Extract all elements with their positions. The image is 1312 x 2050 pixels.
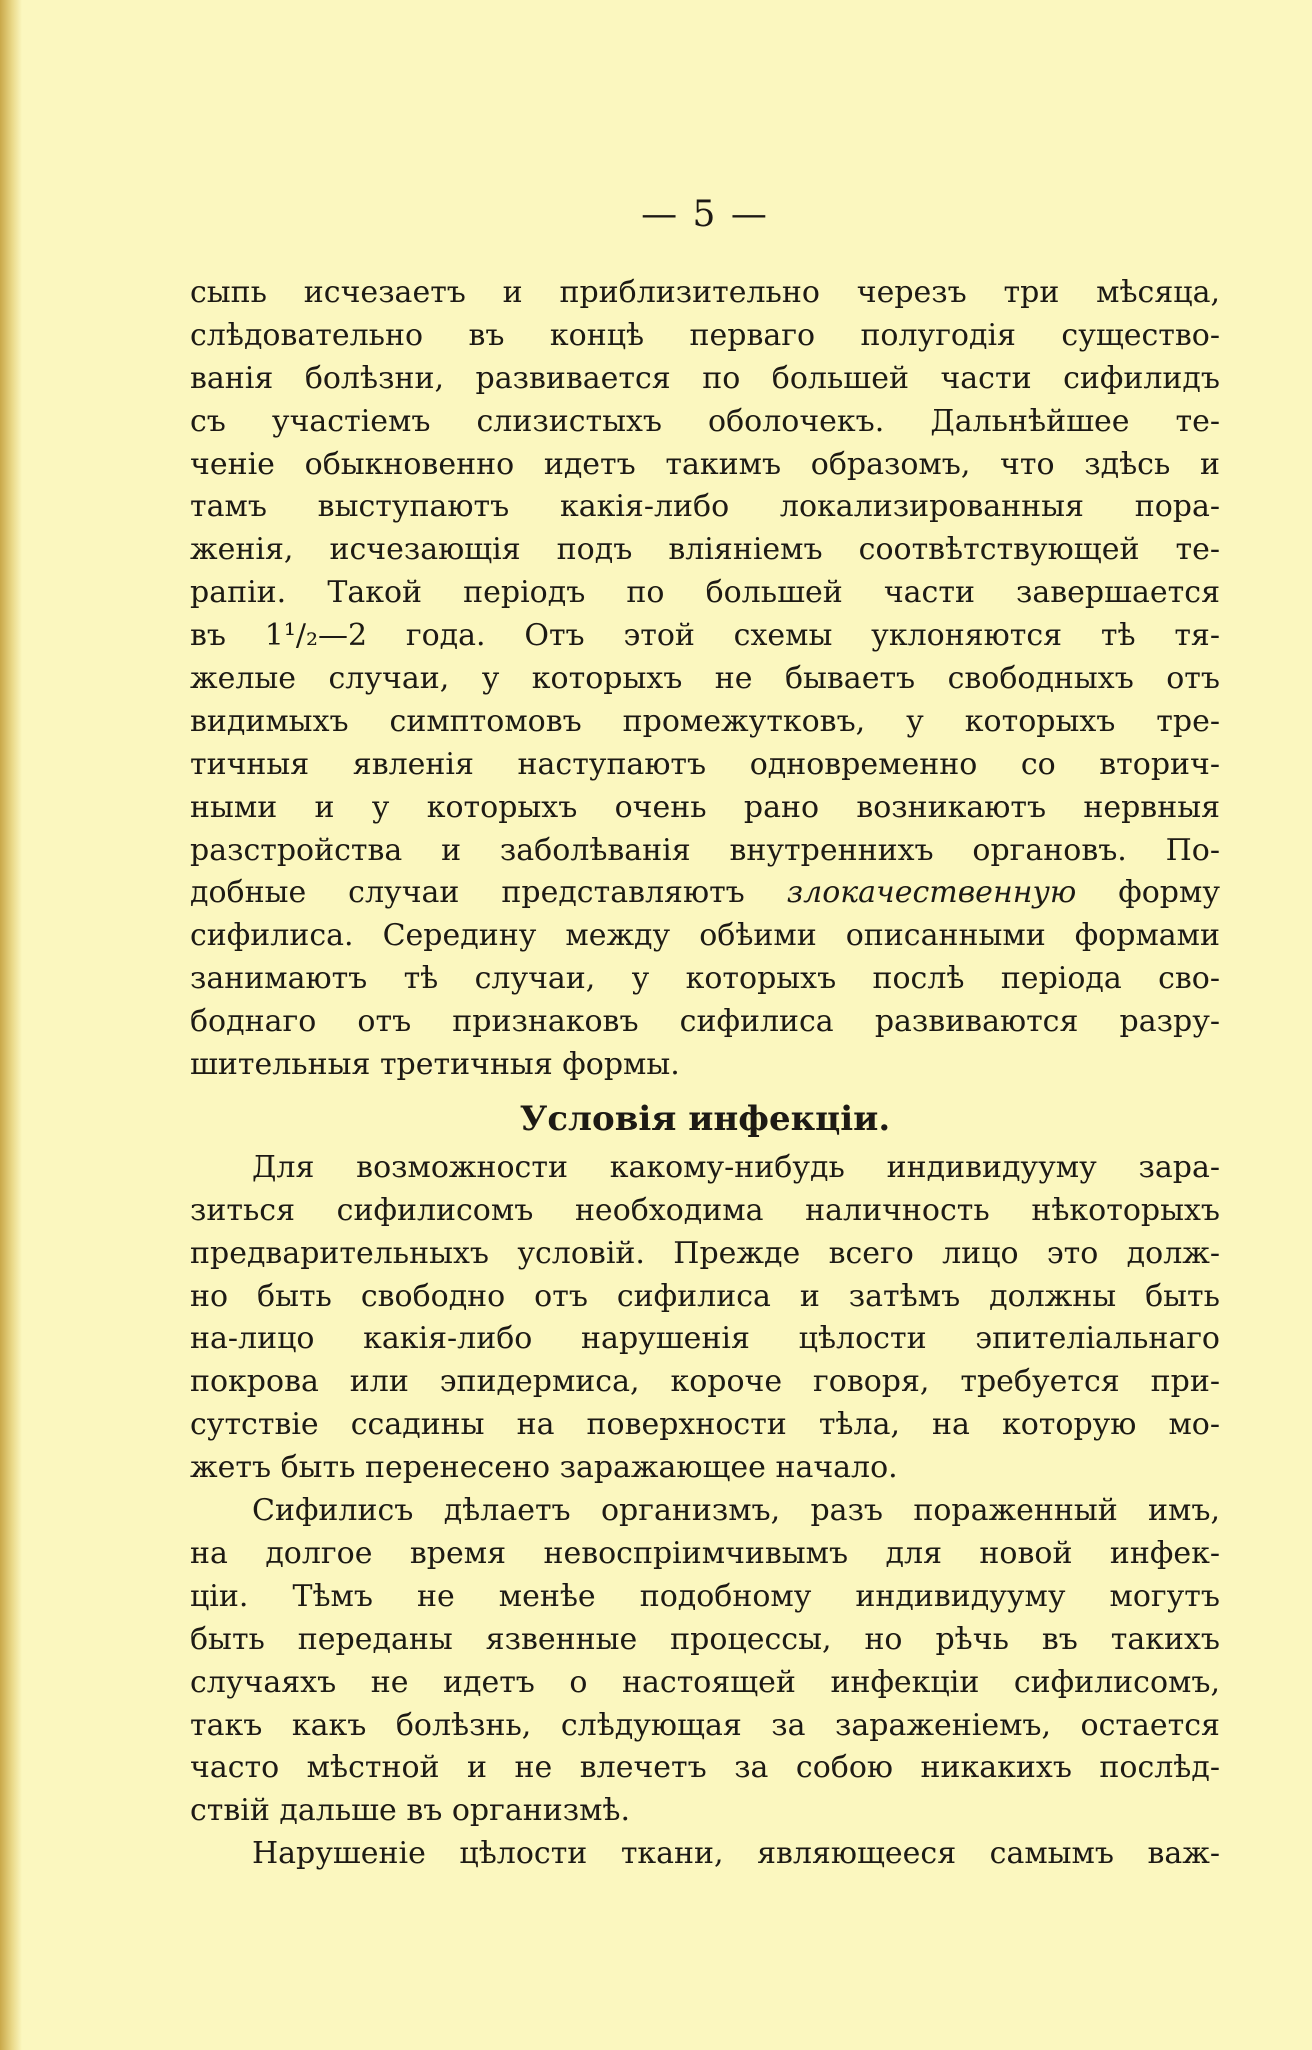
paragraph-2 [190, 1147, 1220, 1490]
text-line: женія, исчезающія подъ вліяніемъ соотвѣтствующей те- [190, 532, 1220, 568]
text-line: сифилиса. Середину между обѣими описанными формами [190, 918, 1220, 954]
text-line: въ 1¹/₂—2 года. Отъ этой схемы уклоняются тѣ тя- [190, 618, 1220, 654]
text-line: съ участіемъ слизистыхъ оболочекъ. Дальнѣйшее те- [190, 403, 1220, 439]
text-line: боднаго отъ признаковъ сифилиса развиваются разру- [190, 1004, 1220, 1040]
paragraph-3 [190, 1490, 1220, 1833]
text-line: желые случаи, у которыхъ не бываетъ свободныхъ отъ [190, 661, 1220, 697]
emphasized-term: злокачественную [786, 875, 1077, 911]
text-line: Сифилисъ дѣлаетъ организмъ, разъ пораженный имъ, [252, 1493, 1220, 1529]
text-line: но быть свободно отъ сифилиса и затѣмъ должны быть [190, 1278, 1220, 1314]
text-line: жетъ быть перенесено заражающее начало. [190, 1450, 898, 1486]
text-line: Для возможности какому-нибудь индивидууму зара- [252, 1149, 1220, 1185]
text-line: на долгое время невоспріимчивымъ для новой инфек- [190, 1535, 1220, 1571]
text-line: тамъ выступаютъ какія-либо локализированныя пора- [190, 489, 1220, 525]
document-page [190, 190, 1220, 1876]
text-line: ствій дальше въ организмѣ. [190, 1793, 631, 1829]
section-heading: Условія инфекціи. [519, 1098, 891, 1139]
text-line: занимаютъ тѣ случаи, у которыхъ послѣ періода сво- [190, 961, 1220, 997]
text-line-with-emphasis [190, 872, 1220, 915]
text-fragment: форму [1076, 875, 1220, 911]
text-line: слѣдовательно въ концѣ перваго полугодія существо- [190, 317, 1220, 353]
text-line: сутствіе ссадины на поверхности тѣла, на которую мо- [190, 1407, 1220, 1443]
text-line: случаяхъ не идетъ о настоящей инфекціи сифилисомъ, [190, 1664, 1220, 1700]
text-line: ванія болѣзни, развивается по большей части сифилидъ [190, 360, 1220, 396]
text-line: ными и у которыхъ очень рано возникаютъ нервныя [190, 789, 1220, 825]
text-line: шительныя третичныя формы. [190, 1047, 680, 1083]
text-line: ченіе обыкновенно идетъ такимъ образомъ, что здѣсь и [190, 446, 1220, 482]
paragraph-4 [190, 1833, 1220, 1876]
text-line: такъ какъ болѣзнь, слѣдующая за зараженіемъ, остается [190, 1707, 1220, 1743]
page-number: — 5 — [641, 194, 769, 235]
text-line: тичныя явленія наступаютъ одновременно со вторич- [190, 746, 1220, 782]
text-line: видимыхъ симптомовъ промежутковъ, у которыхъ тре- [190, 703, 1220, 739]
text-line: покрова или эпидермиса, короче говоря, требуется при- [190, 1364, 1220, 1400]
text-line: разстройства и заболѣванія внутреннихъ органовъ. По- [190, 832, 1220, 868]
text-fragment: добные случаи представляютъ [190, 875, 787, 911]
text-line: сыпь исчезаетъ и приблизительно черезъ три мѣсяца, [190, 275, 1220, 310]
text-line: предварительныхъ условій. Прежде всего лицо это долж- [190, 1235, 1220, 1271]
text-line: Нарушеніе цѣлости ткани, являющееся самымъ важ- [252, 1836, 1220, 1872]
text-line: ціи. Тѣмъ не менѣе подобному индивидууму могутъ [190, 1578, 1220, 1614]
text-line: зиться сифилисомъ необходима наличность нѣкоторыхъ [190, 1192, 1220, 1228]
text-line: часто мѣстной и не влечетъ за собою никакихъ послѣд- [190, 1750, 1220, 1786]
text-line: быть переданы язвенные процессы, но рѣчь въ такихъ [190, 1621, 1220, 1657]
text-line: на-лицо какія-либо нарушенія цѣлости эпителіальнаго [190, 1321, 1220, 1357]
paragraph-1 [190, 272, 1220, 1087]
page-binding-edge [0, 0, 22, 2050]
text-line: рапіи. Такой періодъ по большей части завершается [190, 575, 1220, 611]
